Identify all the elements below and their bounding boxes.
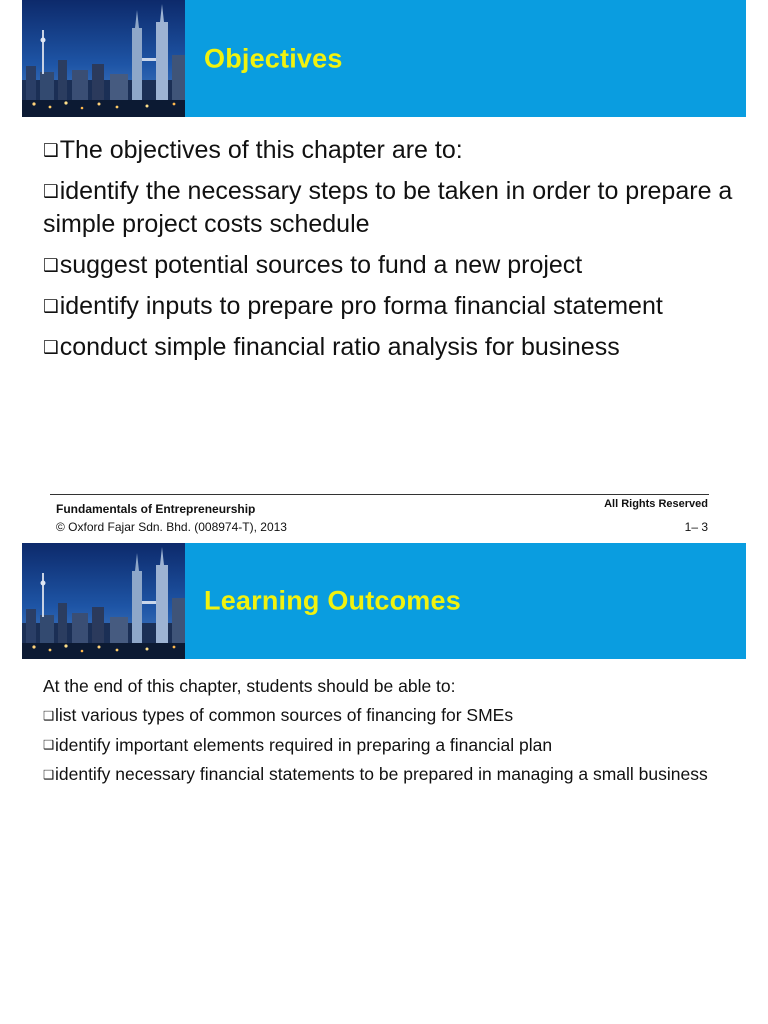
checkbox-square-icon: ❑ — [43, 337, 59, 358]
list-item: ❑The objectives of this chapter are to: — [43, 134, 733, 167]
list-item: ❑identify important elements required in preparing a financial plan — [43, 733, 743, 758]
checkbox-square-icon: ❑ — [43, 738, 54, 753]
list-item: ❑list various types of common sources of financing for SMEs — [43, 703, 743, 728]
title-banner — [22, 0, 746, 117]
slide-learning-outcomes — [0, 543, 768, 1024]
list-item: ❑identify necessary financial statements to be prepared in managing a small business — [43, 762, 743, 787]
footer-book-title: Fundamentals of Entrepreneurship — [56, 502, 256, 516]
city-skyline-photo — [22, 0, 185, 117]
footer-page-number: 1– 3 — [684, 520, 708, 534]
city-skyline-photo — [22, 543, 185, 659]
list-item: ❑conduct simple financial ratio analysis for business — [43, 331, 733, 364]
checkbox-square-icon: ❑ — [43, 296, 59, 317]
slide-title: Objectives — [204, 43, 343, 73]
list-item: ❑identify the necessary steps to be taken in order to prepare a simple project costs schedule — [43, 175, 733, 241]
footer-divider — [50, 494, 709, 495]
list-item: ❑identify inputs to prepare pro forma financial statement — [43, 290, 733, 323]
slide-title: Learning Outcomes — [204, 585, 461, 616]
footer-copyright: © Oxford Fajar Sdn. Bhd. (008974-T), 2013 — [56, 520, 287, 534]
outcomes-intro: At the end of this chapter, students should be able to: — [43, 676, 456, 696]
objectives-list — [43, 134, 733, 372]
checkbox-square-icon: ❑ — [43, 708, 54, 723]
outcomes-list — [43, 674, 743, 792]
checkbox-square-icon: ❑ — [43, 140, 59, 160]
checkbox-square-icon: ❑ — [43, 181, 59, 202]
checkbox-square-icon: ❑ — [43, 255, 59, 276]
checkbox-square-icon: ❑ — [43, 767, 54, 782]
list-item: ❑suggest potential sources to fund a new project — [43, 249, 733, 282]
footer-rights: All Rights Reserved — [604, 498, 708, 510]
title-banner — [22, 543, 746, 659]
